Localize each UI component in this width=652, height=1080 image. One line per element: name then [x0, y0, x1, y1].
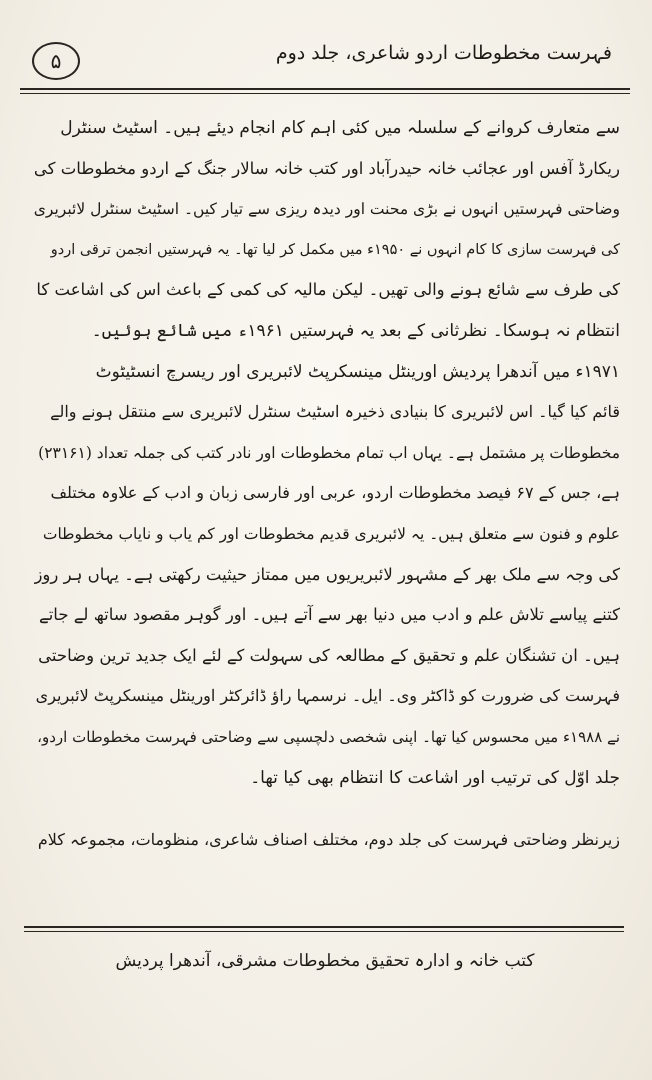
paragraph-gap: [34, 798, 620, 820]
text-line: ہیں۔ ان تشنگان علم و تحقیق کے مطالعہ کی سہولت کے لئے ایک جدید ترین وضاحتی: [38, 645, 620, 665]
text-line: ریکارڈ آفس اور عجائب خانہ حیدرآباد اور کتب خانہ سالار جنگ کے اردو مخطوطات کی: [34, 158, 620, 178]
closing-line: زیرنظر وضاحتی فہرست کی جلد دوم، مختلف اصناف شاعری، منظومات، مجموعہ کلام: [37, 830, 620, 850]
text-line: وضاحتی فہرستیں انہوں نے بڑی محنت اور دیدہ ریزی سے تیار کیں۔ اسٹیٹ سنٹرل لائبریری: [34, 200, 620, 219]
header-rule-thin: [20, 93, 630, 94]
text-line: قائم کیا گیا۔ اس لائبریری کا بنیادی ذخیرہ اسٹیٹ سنٹرل لائبریری سے منتقل ہونے والے: [50, 402, 620, 422]
header-rule: [20, 88, 630, 90]
page-header: [20, 38, 630, 94]
text-line: مخطوطات پر مشتمل ہے۔ یہاں اب تمام مخطوطات اور نادر کتب کی جملہ تعداد (۲۳۱۶۱): [38, 443, 620, 462]
text-line: کتنے پیاسے تلاش علم و ادب میں دنیا بھر سے آتے ہیں۔ اور گوہر مقصود ساتھ لے جاتے: [39, 605, 620, 625]
text-line: سے متعارف کروانے کے سلسلہ میں کئی اہم کام انجام دیئے ہیں۔ اسٹیٹ سنٹرل: [60, 118, 620, 138]
text-line: کی فہرست سازی کا کام انہوں نے ۱۹۵۰ء میں مکمل کر لیا تھا۔ یہ فہرستیں انجمن ترقی اردو: [50, 241, 620, 258]
body-text: [34, 108, 620, 861]
text-line: کی وجہ سے ملک بھر کے مشہور لائبریریوں میں ممتاز حیثیت رکھتی ہے۔ یہاں ہر روز: [34, 564, 620, 584]
text-line: جلد اوّل کی ترتیب اور اشاعت کا انتظام بھی کیا تھا۔: [250, 767, 620, 788]
page-footer: کتب خانہ و ادارہ تحقیق مخطوطات مشرقی، آندھرا پردیش: [115, 951, 535, 971]
text-line: انتظام نہ ہوسکا۔ نظرثانی کے بعد یہ فہرستیں ۱۹۶۱ء میں شائع ہوئیں۔: [91, 320, 620, 341]
text-line: نے ۱۹۸۸ء میں محسوس کیا تھا۔ اپنی شخصی دلچسپی سے وضاحتی فہرست مخطوطات اردو،: [37, 727, 620, 746]
running-head-title: فہرست مخطوطات اردو شاعری، جلد دوم: [275, 42, 612, 64]
text-line: علوم و فنون سے متعلق ہیں۔ یہ لائبریری قدیم مخطوطات اور کم یاب و نایاب مخطوطات: [42, 524, 620, 543]
footer-rule-thin: [24, 931, 624, 932]
text-line: ۱۹۷۱ء میں آندھرا پردیش اورینٹل مینسکرپٹ لائبریری اور ریسرچ انسٹیٹوٹ: [95, 361, 620, 382]
page-number: ۵: [32, 42, 80, 80]
footer-rule: [24, 926, 624, 928]
text-line: ہے، جس کے ۶۷ فیصد مخطوطات اردو، عربی اور فارسی زبان و ادب کے علاوہ مختلف: [50, 483, 620, 503]
text-line: کی طرف سے شائع ہونے والی تھیں۔ لیکن مالیہ کی کمی کے باعث اس کی اشاعت کا: [36, 280, 620, 300]
text-line: فہرست کی ضرورت کو ڈاکٹر وی۔ ایل۔ نرسمہا راؤ ڈائرکٹر اورینٹل مینسکرپٹ لائبریری: [35, 686, 620, 706]
